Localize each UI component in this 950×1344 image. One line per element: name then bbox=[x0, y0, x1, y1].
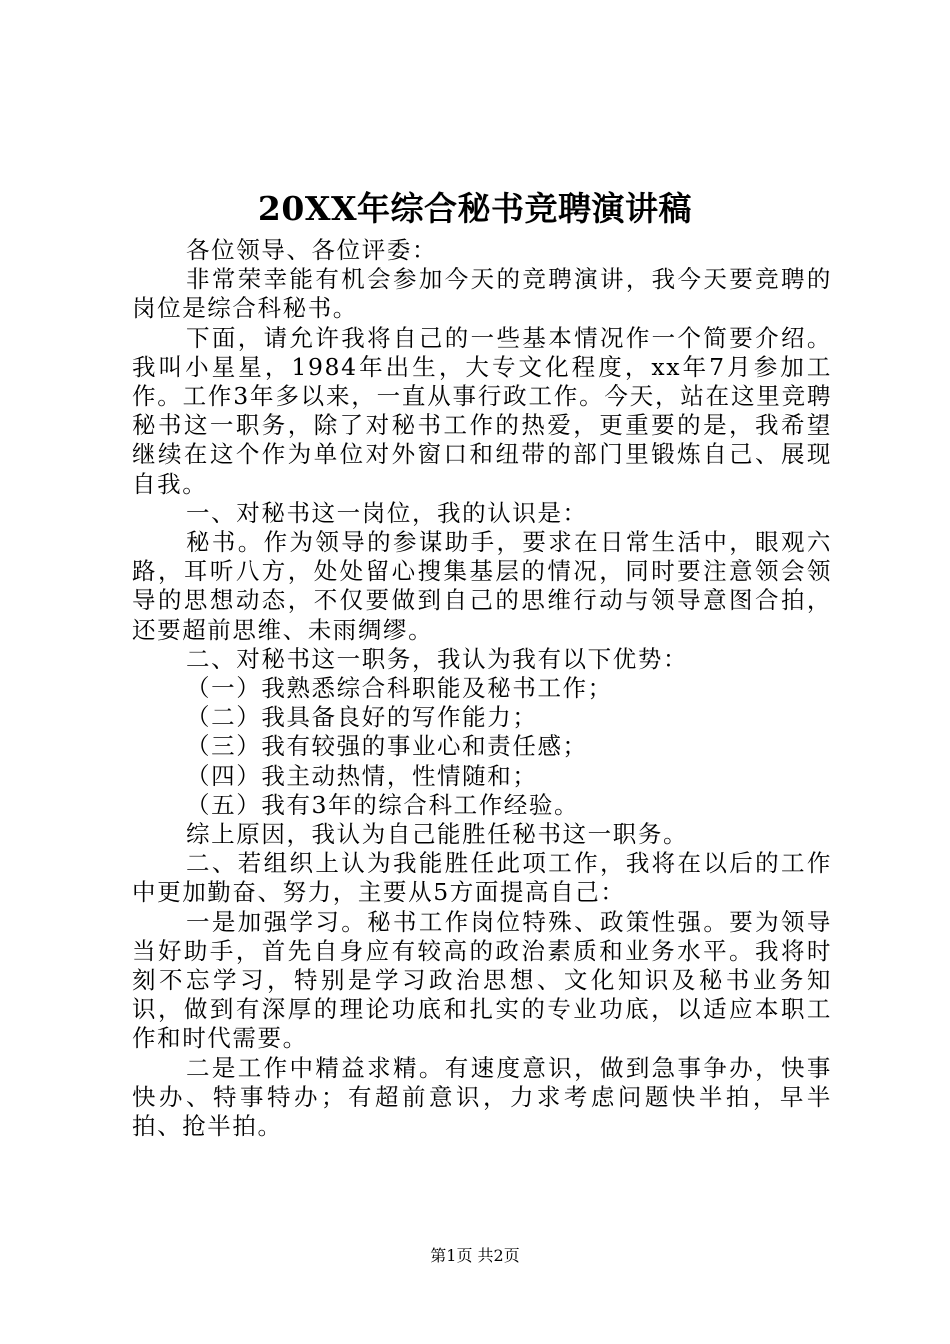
paragraph-intro: 非常荣幸能有机会参加今天的竞聘演讲，我今天要竞聘的岗位是综合科秘书。 bbox=[132, 265, 832, 323]
paragraph-section-one-body: 秘书。作为领导的参谋助手，要求在日常生活中，眼观六路，耳听八方，处处留心搜集基层的情况，同时要注意领会领导的思想动态，不仅要做到自己的思维行动与领导意图合拍，还要超前思维、未雨绸缪。 bbox=[132, 528, 832, 644]
list-item-advantage-4: （四）我主动热情，性情随和； bbox=[186, 761, 538, 790]
paragraph-self-introduction: 下面，请允许我将自己的一些基本情况作一个简要介绍。我叫小星星，1984年出生，大专文化程度，xx年7月参加工作。工作3年多以来，一直从事行政工作。今天，站在这里竞聘秘书这一职务，除了对秘书工作的热爱，更重要的是，我希望继续在这个作为单位对外窗口和纽带的部门里锻炼自己、展现自我。 bbox=[132, 323, 832, 498]
paragraph-improvement-1: 一是加强学习。秘书工作岗位特殊、政策性强。要为领导当好助手，首先自身应有较高的政治素质和业务水平。我将时刻不忘学习，特别是学习政治思想、文化知识及秘书业务知识，做到有深厚的理论功底和扎实的专业功底，以适应本职工作和时代需要。 bbox=[132, 907, 832, 1053]
list-item-advantage-2: （二）我具备良好的写作能力； bbox=[186, 703, 538, 732]
paragraph-improvement-2: 二是工作中精益求精。有速度意识，做到急事争办，快事快办、特事特办；有超前意识，力求考虑问题快半拍，早半拍、抢半拍。 bbox=[132, 1053, 832, 1141]
document-body bbox=[132, 236, 832, 1141]
paragraph-section-one-heading: 一、对秘书这一岗位，我的认识是： bbox=[186, 498, 588, 527]
paragraph-section-three-heading: 二、若组织上认为我能胜任此项工作，我将在以后的工作中更加勤奋、努力，主要从5方面提高自己： bbox=[132, 849, 832, 907]
paragraph-salutation: 各位领导、各位评委： bbox=[186, 236, 438, 264]
list-item-advantage-3: （三）我有较强的事业心和责任感； bbox=[186, 732, 588, 761]
page-footer: 第1页 共2页 bbox=[430, 1246, 520, 1265]
list-item-advantage-1: （一）我熟悉综合科职能及秘书工作； bbox=[186, 674, 613, 703]
list-item-advantage-5: （五）我有3年的综合科工作经验。 bbox=[186, 790, 580, 819]
document-title: 20XX年综合秘书竞聘演讲稿 bbox=[257, 189, 693, 228]
paragraph-section-two-heading: 二、对秘书这一职务，我认为我有以下优势： bbox=[186, 644, 689, 673]
paragraph-summary: 综上原因，我认为自己能胜任秘书这一职务。 bbox=[186, 820, 689, 849]
